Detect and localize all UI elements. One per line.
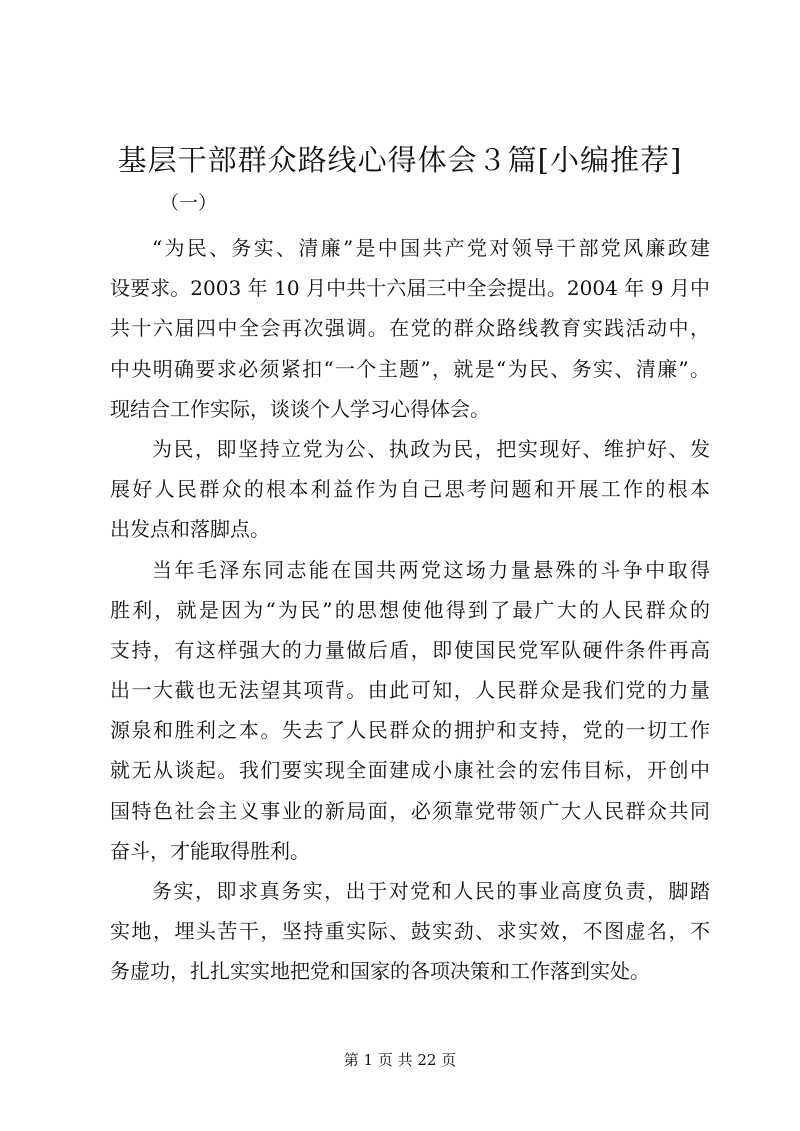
paragraph	[110, 550, 710, 872]
paragraph	[110, 228, 710, 429]
text-line: 设要求。2003 年 10 月中共十六届三中全会提出。2004 年 9 月中	[110, 276, 710, 301]
text-line: 为民，即坚持立党为公、执政为民，把实现好、维护好、发	[152, 436, 710, 461]
text-line: “为民、务实、清廉”是中国共产党对领导干部党风廉政建	[152, 236, 710, 260]
text-line: 出发点和落脚点。	[110, 517, 270, 542]
text-line: 源泉和胜利之本。失去了人民群众的拥护和支持，党的一切工作	[110, 718, 710, 743]
text-line: 共十六届四中全会再次强调。在党的群众路线教育实践活动中，	[110, 316, 710, 341]
paragraph	[110, 429, 710, 550]
page-footer: 第 1 页 共 22 页	[343, 1051, 457, 1069]
text-line: 国特色社会主义事业的新局面，必须靠党带领广大人民群众共同	[110, 798, 710, 823]
text-line: 就无从谈起。我们要实现全面建成小康社会的宏伟目标，开创中	[110, 758, 710, 783]
document-title: 基层干部群众路线心得体会３篇[小编推荐]	[117, 143, 683, 177]
text-line: 务实，即求真务实，出于对党和人民的事业高度负责，脚踏	[152, 879, 710, 903]
text-line: 胜利，就是因为“为民”的思想使他得到了最广大的人民群众的	[110, 597, 710, 622]
document-body	[110, 228, 710, 992]
text-line: 展好人民群众的根本利益作为自己思考问题和开展工作的根本	[110, 477, 710, 502]
text-line: 现结合工作实际，谈谈个人学习心得体会。	[110, 396, 490, 421]
text-line: 中央明确要求必须紧扣“一个主题”，就是“为民、务实、清廉”。	[110, 356, 710, 381]
text-line: 当年毛泽东同志能在国共两党这场力量悬殊的斗争中取得	[152, 557, 710, 582]
text-line: 实地，埋头苦干，坚持重实际、鼓实劲、求实效，不图虚名，不	[110, 919, 710, 944]
text-line: 务虚功，扎扎实实地把党和国家的各项决策和工作落到实处。	[110, 959, 650, 984]
section-number: （一）	[160, 192, 218, 214]
text-line: 奋斗，才能取得胜利。	[110, 838, 310, 863]
text-line: 出一大截也无法望其项背。由此可知，人民群众是我们党的力量	[110, 678, 710, 703]
text-line: 支持，有这样强大的力量做后盾，即使国民党军队硬件条件再高	[110, 637, 710, 662]
paragraph	[110, 871, 710, 992]
